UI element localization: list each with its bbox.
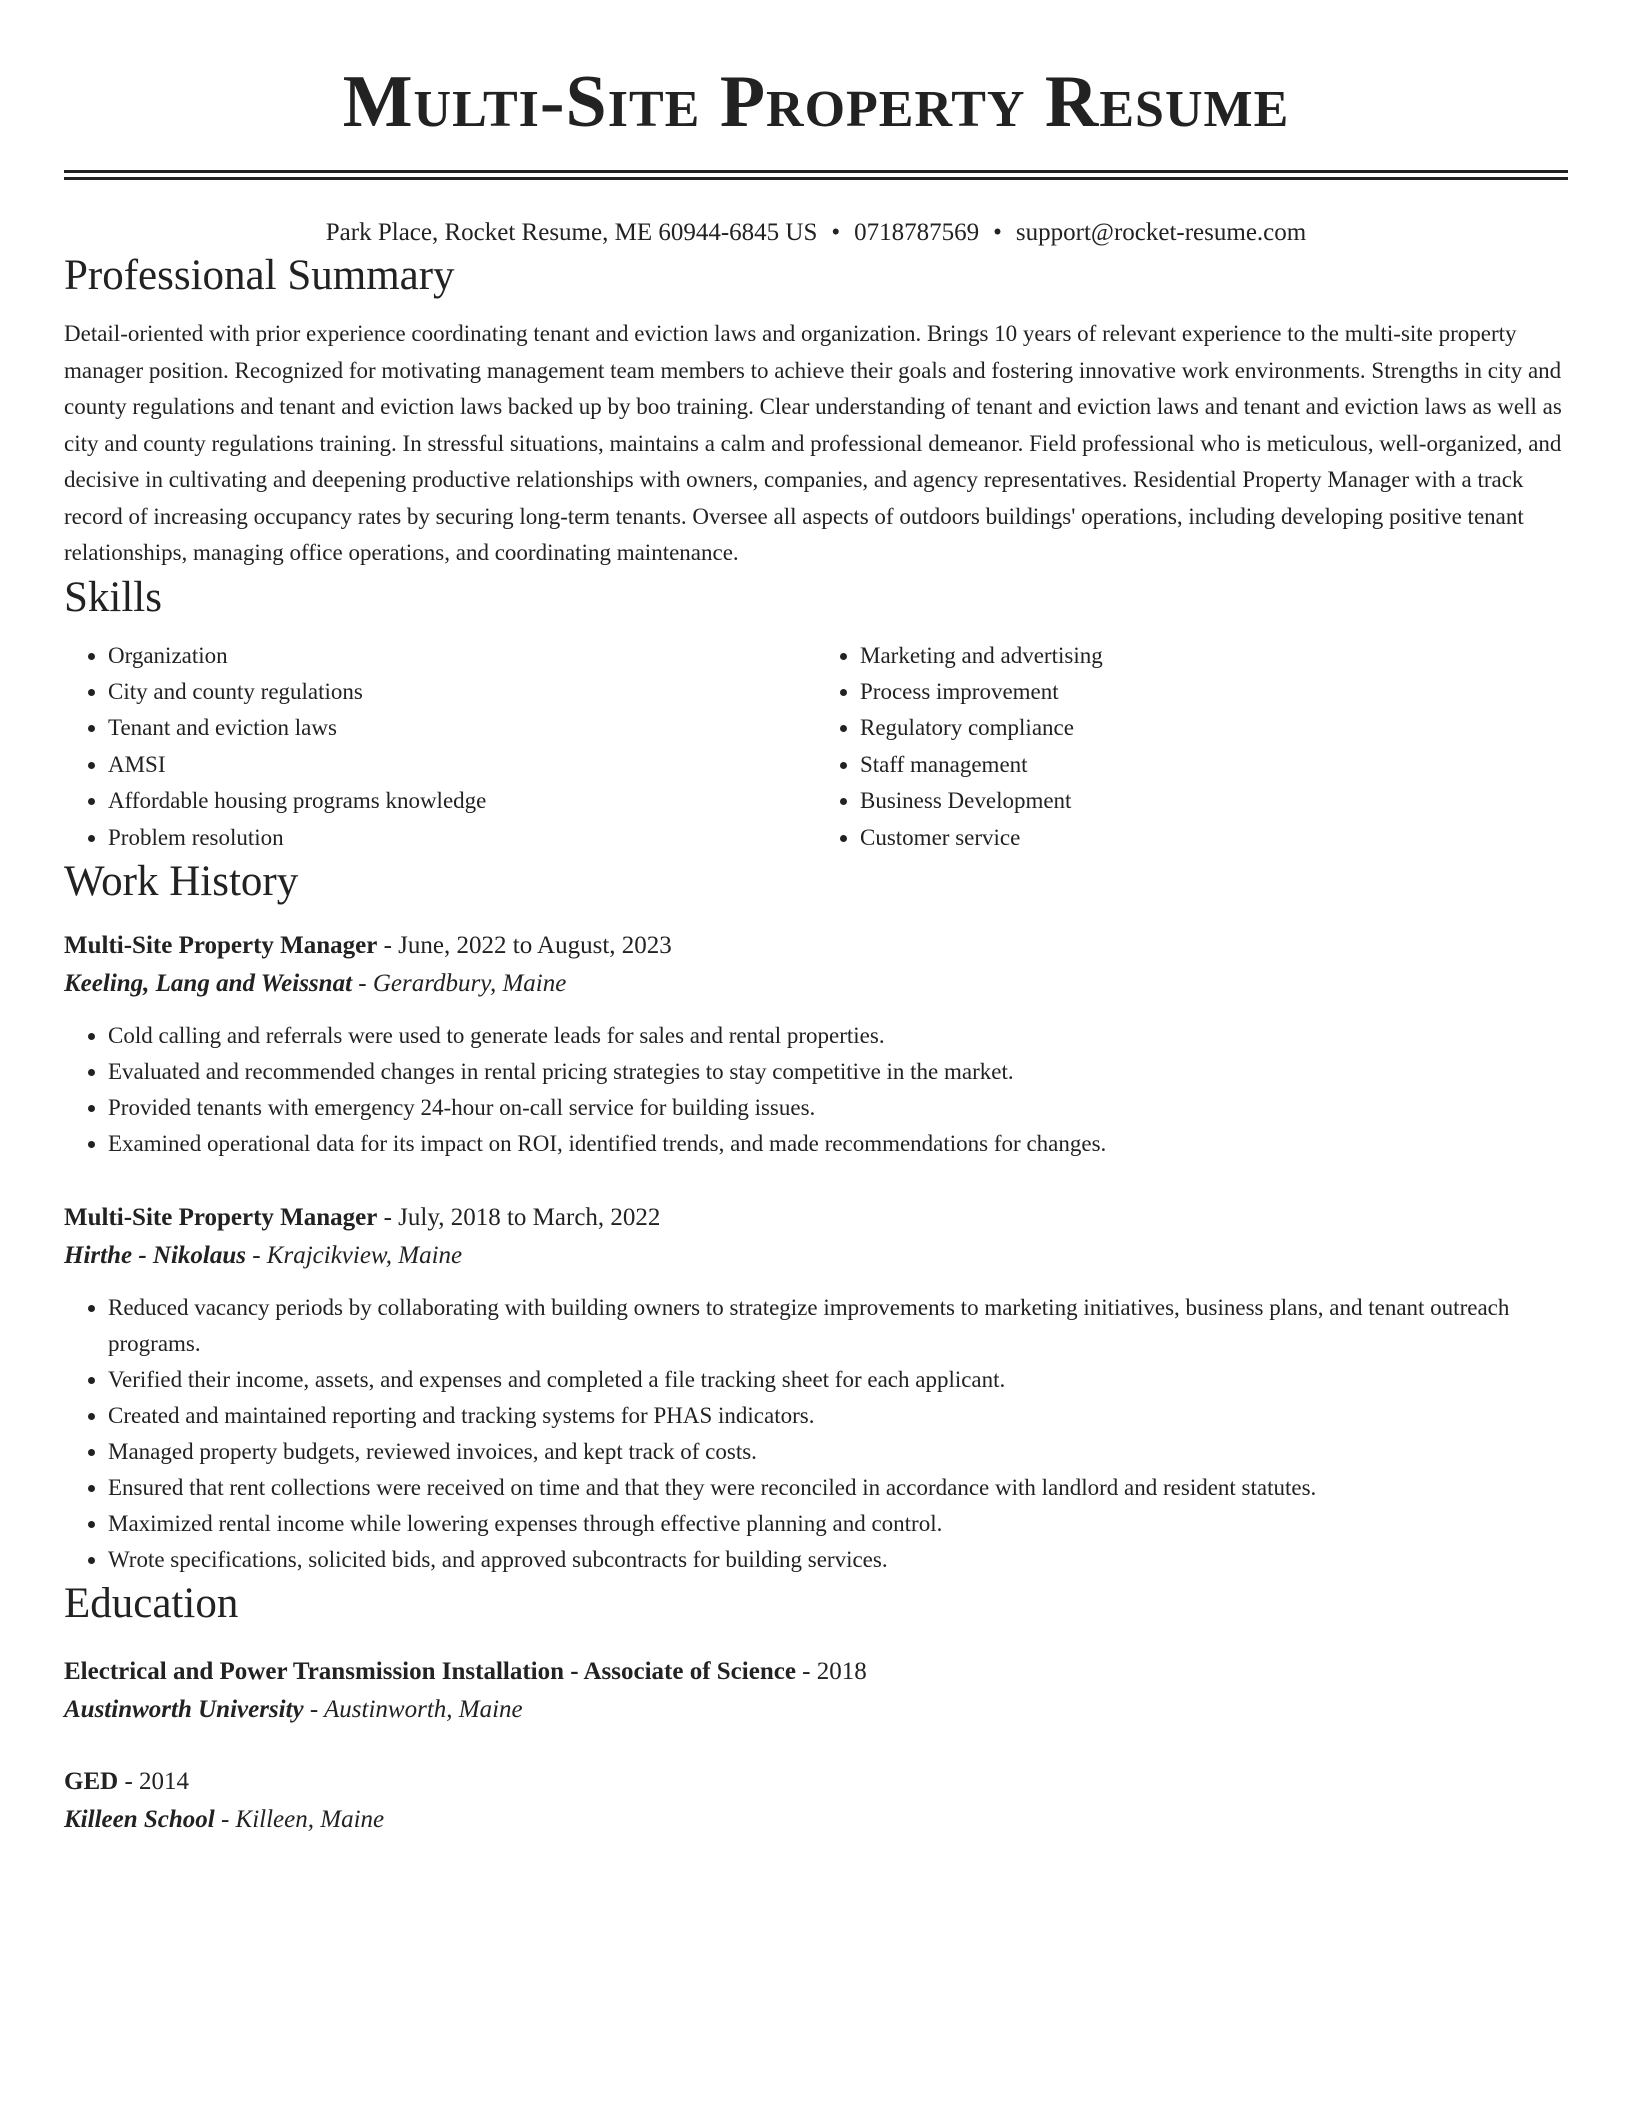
work-history-heading: Work History <box>64 857 299 905</box>
job-bullet: • Created and maintained reporting and tracking systems for PHAS indicators. <box>108 1398 1568 1434</box>
job-title: Multi-Site Property Manager <box>64 1203 378 1231</box>
education-heading: Education <box>64 1579 239 1627</box>
skill-item: • Customer service <box>860 820 1568 856</box>
job-company-line <box>64 1236 1568 1276</box>
skill-item: • Staff management <box>860 747 1568 783</box>
job-location: - Krajcikview, Maine <box>245 1241 463 1269</box>
job-bullet: • Cold calling and referrals were used to generate leads for sales and rental properties. <box>108 1018 1568 1054</box>
skills-heading: Skills <box>64 573 162 621</box>
job-title-line <box>64 1200 1568 1236</box>
job-company-line <box>64 964 1568 1004</box>
education-location: - Austinworth, Maine <box>303 1695 523 1723</box>
summary-heading: Professional Summary <box>64 252 455 299</box>
education-degree: Electrical and Power Transmission Installation - Associate of Science <box>64 1657 796 1685</box>
skill-item: • Organization <box>108 638 816 674</box>
job-company: Hirthe - Nikolaus <box>64 1241 246 1269</box>
education-year: - 2018 <box>795 1657 867 1685</box>
job-bullet: • Provided tenants with emergency 24-hour on-call service for building issues. <box>108 1090 1568 1126</box>
skill-item: • Business Development <box>860 783 1568 819</box>
education-school-line <box>64 1800 1568 1840</box>
skill-item: • Marketing and advertising <box>860 638 1568 674</box>
job-bullet: • Managed property budgets, reviewed invoices, and kept track of costs. <box>108 1434 1568 1470</box>
job-title: Multi-Site Property Manager <box>64 931 378 959</box>
job-entry <box>64 1200 1568 1578</box>
job-bullet: • Ensured that rent collections were received on time and that they were reconciled in accordance with landlord and resident statutes. <box>108 1470 1568 1506</box>
skill-item: • AMSI <box>108 747 816 783</box>
job-dates: - July, 2018 to March, 2022 <box>377 1203 661 1231</box>
job-bullet: • Evaluated and recommended changes in rental pricing strategies to stay competitive in the market. <box>108 1054 1568 1090</box>
job-bullet: • Verified their income, assets, and expenses and completed a file tracking sheet for each applicant. <box>108 1362 1568 1398</box>
contact-phone: 0718787569 <box>854 219 980 246</box>
job-bullet: • Reduced vacancy periods by collaborating with building owners to strategize improvements to marketing initiatives, business plans, and tenant outreach programs. <box>108 1290 1568 1362</box>
skill-item: • Tenant and eviction laws <box>108 710 816 746</box>
summary-text: Detail-oriented with prior experience coordinating tenant and eviction laws and organization. Brings 10 years of relevant experience to the multi-site property manager position. Recognized for motivating management team members to achieve their goals and fostering innovative work environments. Strengths in city and county regulations and tenant and eviction laws backed up by boo training. Clear understanding of tenant and eviction laws and tenant and eviction laws as well as city and county regulations training. In stressful situations, maintains a calm and professional demeanor. Field professional who is meticulous, well-organized, and decisive in cultivating and deepening productive relationships with owners, companies, and agency representatives. Residential Property Manager with a track record of increasing occupancy rates by securing long-term tenants. Oversee all aspects of outdoors buildings' operations, including developing positive tenant relationships, managing office operations, and coordinating maintenance. <box>64 321 1562 565</box>
contact-address: Park Place, Rocket Resume, ME 60944-6845 US <box>325 219 818 246</box>
skill-item: • Affordable housing programs knowledge <box>108 783 816 819</box>
resume-title: Multi-Site Property Resume <box>342 61 1290 143</box>
contact-email: support@rocket-resume.com <box>1015 219 1307 246</box>
education-school: Killeen School <box>64 1805 215 1833</box>
education-location: - Killeen, Maine <box>214 1805 385 1833</box>
contact-line <box>64 216 1568 250</box>
contact-separator: • <box>831 219 841 246</box>
job-bullet: • Examined operational data for its impact on ROI, identified trends, and made recommendations for changes. <box>108 1126 1568 1162</box>
education-degree-line <box>64 1764 1568 1800</box>
skill-item: • City and county regulations <box>108 674 816 710</box>
job-title-line <box>64 928 1568 964</box>
education-entry <box>64 1764 1568 1840</box>
contact-separator: • <box>993 219 1002 246</box>
education-year: - 2014 <box>118 1767 190 1795</box>
job-bullets <box>64 1290 1568 1578</box>
education-school-line <box>64 1690 1568 1730</box>
education-degree: GED <box>64 1767 119 1795</box>
job-bullet: • Wrote specifications, solicited bids, and approved subcontracts for building services. <box>108 1542 1568 1578</box>
skill-item: • Process improvement <box>860 674 1568 710</box>
job-company: Keeling, Lang and Weissnat <box>64 969 353 997</box>
education-degree-line <box>64 1654 1568 1690</box>
title-divider <box>64 170 1568 180</box>
skills-list <box>64 638 1568 856</box>
skill-item: • Problem resolution <box>108 820 816 856</box>
education-entry <box>64 1654 1568 1730</box>
job-bullets <box>64 1018 1568 1162</box>
job-bullet: • Maximized rental income while lowering expenses through effective planning and control. <box>108 1506 1568 1542</box>
job-dates: - June, 2022 to August, 2023 <box>377 931 672 959</box>
job-location: - Gerardbury, Maine <box>352 969 567 997</box>
skill-item: • Regulatory compliance <box>860 710 1568 746</box>
skills-column-left <box>64 638 816 856</box>
skills-column-right <box>816 638 1568 856</box>
job-entry <box>64 928 1568 1162</box>
education-school: Austinworth University <box>64 1695 304 1723</box>
